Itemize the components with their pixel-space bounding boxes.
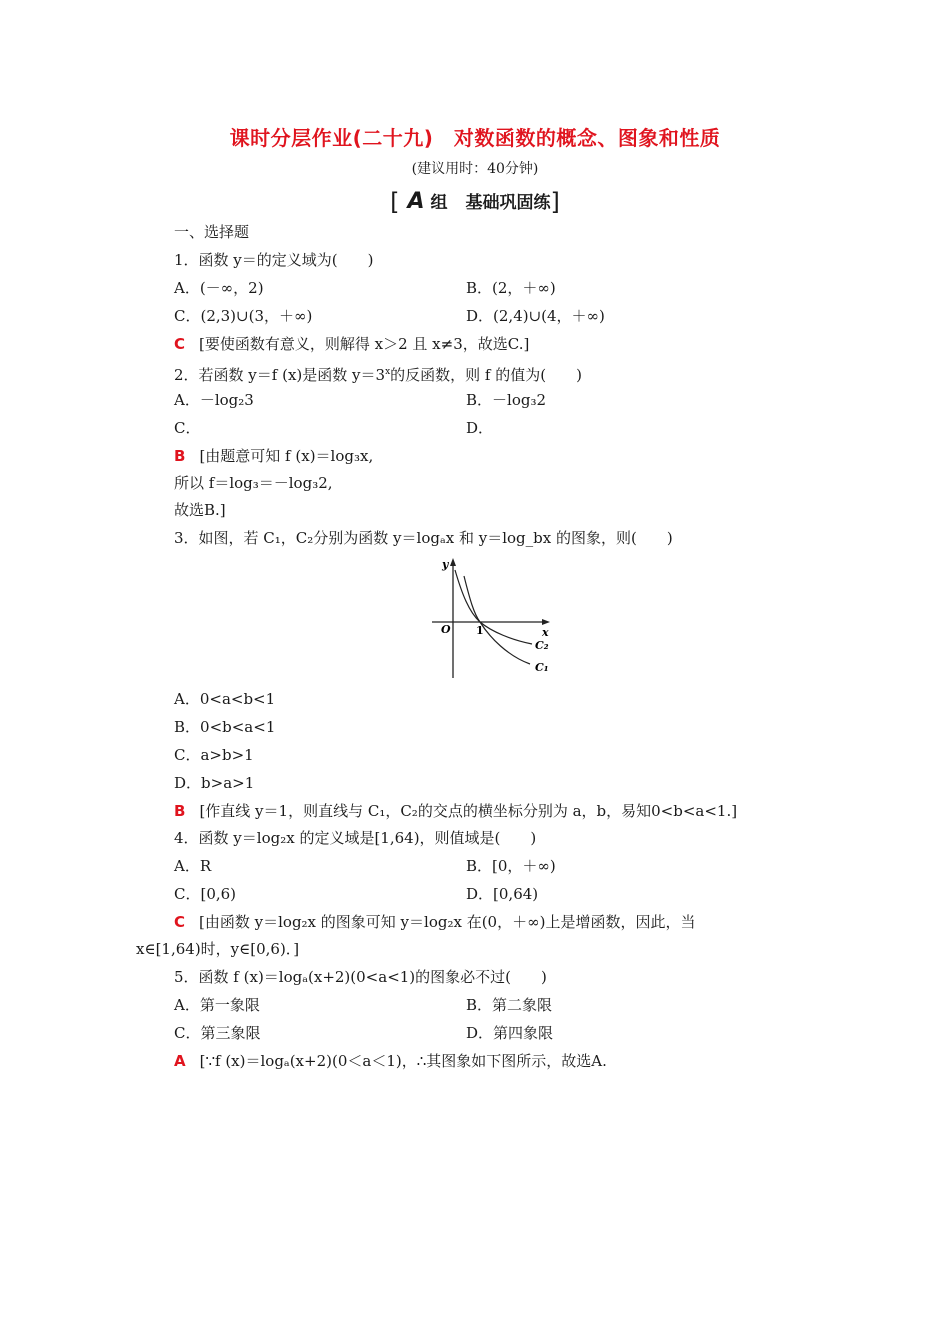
q2-explanation-3: 故选B.] [174, 501, 226, 519]
q5-explanation: [∵f (x)＝logₐ(x+2)(0＜a＜1)，∴其图象如下图所示，故选A. [199, 1052, 607, 1070]
q4-option-c: C．[0,6) [174, 885, 237, 903]
q1-answer-line [174, 333, 529, 355]
y-label: y [442, 558, 449, 571]
group-heading [0, 188, 950, 216]
q4-explanation-2: x∈[1,64)时，y∈[0,6)．] [136, 940, 300, 958]
bracket-close: ] [550, 188, 560, 216]
group-zu: 组 [430, 193, 448, 213]
section-choice-title: 一、选择题 [174, 223, 250, 241]
q4-answer-line [174, 911, 695, 933]
bracket-open: [ [390, 188, 400, 216]
q5-option-d: D．第四象限 [466, 1024, 554, 1042]
q3-option-c: C．a>b>1 [174, 746, 254, 764]
log-curves-figure [424, 554, 564, 682]
group-label: 基础巩固练 [465, 193, 551, 213]
q4-explanation-1: [由函数 y＝log₂x 的图象可知 y＝log₂x 在(0，＋∞)上是增函数，因此，当 [199, 913, 696, 931]
q3-option-a: A．0<a<b<1 [174, 690, 276, 708]
q1-explanation: [要使函数有意义，则解得 x＞2 且 x≠3，故选C.] [199, 335, 530, 353]
q2-stem-sup: x [385, 367, 391, 377]
q3-answer: B [174, 802, 186, 820]
q2-explanation-2: 所以 f＝log₃＝－log₃2, [174, 474, 333, 492]
q2-option-b: B．－log₃2 [466, 391, 547, 409]
x-label: x [542, 626, 549, 639]
x-axis-arrow [542, 619, 550, 625]
q3-option-b: B．0<b<a<1 [174, 718, 276, 736]
origin-label: O [441, 623, 451, 636]
curve-c1 [464, 576, 530, 664]
q4-option-d: D．[0,64) [466, 885, 539, 903]
q1-option-d: D．(2,4)∪(4，＋∞) [466, 307, 605, 325]
one-label: 1 [476, 624, 484, 637]
q2-option-a: A．－log₂3 [174, 391, 254, 409]
q2-explanation-1: [由题意可知 f (x)＝log₃x, [199, 447, 374, 465]
q2-option-d: D． [466, 419, 494, 437]
q1-stem: 1．函数 y＝的定义域为( ) [174, 251, 374, 269]
q5-option-a: A．第一象限 [174, 996, 260, 1014]
q3-answer-line [174, 800, 737, 822]
q4-stem: 4．函数 y＝log₂x 的定义域是[1,64)，则值域是( ) [174, 829, 537, 847]
c1-label: C₁ [535, 661, 549, 674]
q2-option-c: C． [174, 419, 201, 437]
c2-label: C₂ [535, 639, 549, 652]
q1-option-c: C．(2,3)∪(3，＋∞) [174, 307, 313, 325]
q4-answer: C [174, 913, 186, 931]
suggested-time: (建议用时：40分钟) [411, 161, 539, 177]
curve-c2 [455, 570, 532, 644]
q2-stem-pre: 2．若函数 y＝f (x)是函数 y＝3 [174, 366, 386, 384]
page-title: 课时分层作业(二十九) 对数函数的概念、图象和性质 [229, 126, 721, 150]
group-letter: A [407, 189, 425, 214]
q1-option-a: A．(－∞，2) [174, 279, 264, 297]
q5-option-c: C．第三象限 [174, 1024, 261, 1042]
q3-stem: 3．如图，若 C₁，C₂分别为函数 y＝logₐx 和 y＝log_bx 的图象，则( ) [174, 529, 673, 547]
q1-answer: C [174, 335, 186, 353]
q2-answer-line [174, 445, 373, 467]
q3-option-d: D．b>a>1 [174, 774, 255, 792]
q2-stem [174, 361, 582, 386]
q5-answer: A [174, 1052, 186, 1070]
q5-stem: 5．函数 f (x)＝logₐ(x+2)(0<a<1)的图象必不过( ) [174, 968, 547, 986]
q2-stem-post: 的反函数，则 f 的值为( ) [390, 366, 582, 384]
q1-option-b: B．(2，＋∞) [466, 279, 556, 297]
q5-answer-line [174, 1050, 607, 1072]
y-axis-arrow [450, 558, 456, 566]
q2-answer: B [174, 447, 186, 465]
q4-option-a: A．R [174, 857, 212, 875]
q3-explanation: [作直线 y＝1，则直线与 C₁，C₂的交点的横坐标分别为 a，b，易知0<b<a<1.] [199, 802, 738, 820]
q4-option-b: B．[0，＋∞) [466, 857, 556, 875]
q5-option-b: B．第二象限 [466, 996, 553, 1014]
